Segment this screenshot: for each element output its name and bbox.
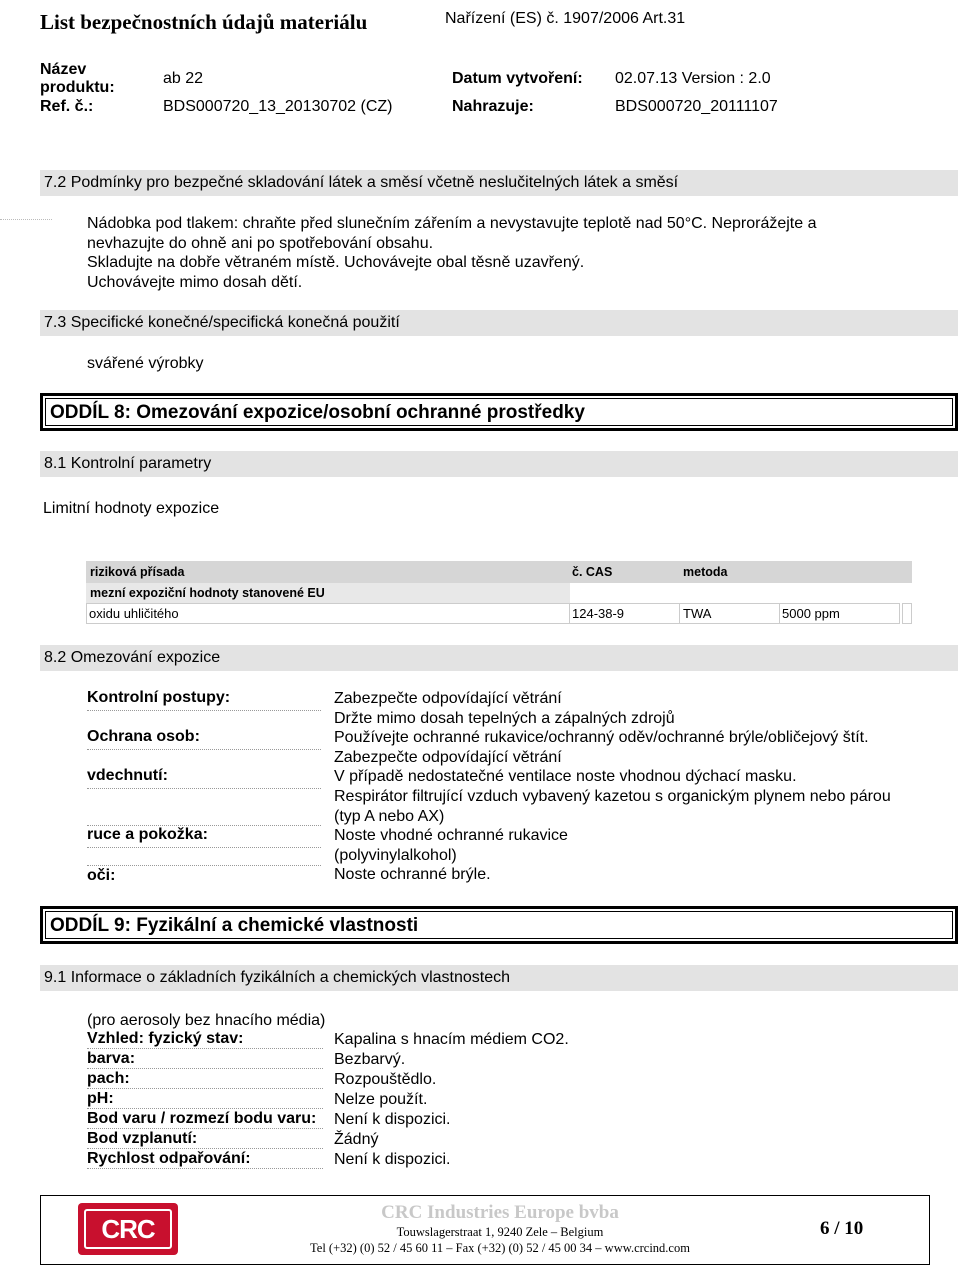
ref-label: Ref. č.: <box>40 98 94 115</box>
controls-label: Kontrolní postupy: <box>87 689 321 711</box>
section-7-3-text: svářené výrobky <box>87 355 204 372</box>
col-component: riziková přísada <box>90 565 185 579</box>
section-8-2-heading: 8.2 Omezování expozice <box>40 645 958 671</box>
product-label <box>40 61 115 97</box>
exposure-value: V případě nedostatečné ventilace noste vhodnou dýchací masku. <box>334 768 797 786</box>
skin-label: ruce a pokožka: <box>87 826 321 848</box>
col-cas: č. CAS <box>572 565 613 579</box>
property-value: Není k dispozici. <box>334 1111 451 1128</box>
properties-list <box>87 1030 957 1170</box>
aerosol-note: (pro aerosoly bez hnacího média) <box>87 1012 326 1029</box>
section-7-2-text <box>87 214 947 292</box>
exposure-value: Používejte ochranné rukavice/ochranný oděv/ochranné brýle/obličejový štít. <box>334 729 869 747</box>
created-label: Datum vytvoření: <box>452 70 583 87</box>
property-label: barva: <box>87 1050 323 1069</box>
section-7-2-line: Skladujte na dobře větraném místě. Uchovávejte obal těsně uzavřený. <box>87 254 585 271</box>
regulation-reference: Nařízení (ES) č. 1907/2006 Art.31 <box>445 10 686 27</box>
ref-value: BDS000720_13_20130702 (CZ) <box>163 98 393 115</box>
section-7-2-line: Uchovávejte mimo dosah dětí. <box>87 273 303 291</box>
personal-protection-label: Ochrana osob: <box>87 728 321 750</box>
property-value: Bezbarvý. <box>334 1051 406 1068</box>
exposure-value: Držte mimo dosah tepelných a zápalných zdrojů <box>334 709 675 727</box>
section-8-1-heading: 8.1 Kontrolní parametry <box>40 451 958 477</box>
exposure-value: Noste vhodné ochranné rukavice <box>334 827 568 845</box>
row-cas: 124-38-9 <box>572 606 625 621</box>
property-label: Rychlost odpařování: <box>87 1150 323 1169</box>
dotted-marker <box>0 219 52 220</box>
dotted-spacer <box>87 806 321 826</box>
company-address: Touwslagerstraat 1, 9240 Zele – Belgium <box>396 1225 604 1239</box>
created-value: 02.07.13 Version : 2.0 <box>615 70 771 87</box>
property-label: pach: <box>87 1070 323 1089</box>
table-row <box>86 603 900 624</box>
document-title: List bezpečnostních údajů materiálu <box>40 10 368 34</box>
exposure-value: Noste ochranné brýle. <box>334 866 491 884</box>
property-row <box>87 1150 957 1170</box>
exposure-value: Zabezpečte odpovídající větrání <box>334 690 562 707</box>
property-label: Vzhled: fyzický stav: <box>87 1030 323 1049</box>
company-name: CRC Industries Europe bvba <box>381 1202 619 1223</box>
section-7-2-line: nevhazujte do ohně ani po spotřebování obsahu. <box>87 234 434 252</box>
exposure-value: (typ A nebo AX) <box>334 807 445 825</box>
exposure-value: Zabezpečte odpovídající větrání <box>334 748 562 766</box>
limits-subheader: mezní expoziční hodnoty stanovené EU <box>90 586 325 600</box>
property-row <box>87 1090 957 1110</box>
eyes-label: oči: <box>87 867 116 884</box>
section-7-3-heading: 7.3 Specifické konečné/specifická konečná použití <box>40 310 958 336</box>
property-value: Rozpouštědlo. <box>334 1071 437 1088</box>
company-info <box>290 1202 710 1256</box>
page-number: 6 / 10 <box>820 1218 864 1239</box>
row-value: 5000 ppm <box>782 606 840 621</box>
replaces-label: Nahrazuje: <box>452 98 534 115</box>
product-label-line2: produktu: <box>40 79 115 96</box>
exposure-values <box>334 689 954 885</box>
exposure-value: Respirátor filtrující vzduch vybavený kazetou s organickým plynem nebo párou <box>334 787 891 805</box>
crc-logo-text: CRC <box>84 1209 172 1249</box>
exposure-value: (polyvinylalkohol) <box>334 846 457 864</box>
property-row <box>87 1110 957 1130</box>
property-value: Kapalina s hnacím médiem CO2. <box>334 1031 569 1048</box>
replaces-value: BDS000720_20111107 <box>615 98 778 115</box>
property-value: Nelze použít. <box>334 1091 428 1108</box>
company-contact: Tel (+32) (0) 52 / 45 60 11 – Fax (+32) (0) 52 / 45 00 34 – www.crcind.com <box>310 1241 690 1255</box>
limits-table-header <box>86 561 912 583</box>
table-row-end-cell <box>902 603 912 624</box>
section-9-title: ODDÍL 9: Fyzikální a chemické vlastnosti <box>45 911 953 939</box>
section-7-2-line: Nádobka pod tlakem: chraňte před slunečním zářením a nevystavujte teplotě nad 50°C. Neprorážejte a <box>87 215 817 232</box>
limits-title: Limitní hodnoty expozice <box>43 500 220 517</box>
row-method: TWA <box>683 606 712 621</box>
property-row <box>87 1030 957 1050</box>
property-value: Není k dispozici. <box>334 1151 451 1168</box>
dotted-spacer <box>87 846 321 866</box>
product-value: ab 22 <box>163 70 204 87</box>
property-label: pH: <box>87 1090 323 1109</box>
property-row <box>87 1130 957 1150</box>
section-9-title-box <box>40 906 958 944</box>
property-row <box>87 1050 957 1070</box>
inhalation-label: vdechnutí: <box>87 767 321 789</box>
col-method: metoda <box>683 565 728 579</box>
crc-logo <box>78 1203 178 1255</box>
property-label: Bod varu / rozmezí bodu varu: <box>87 1110 323 1129</box>
section-7-2-heading: 7.2 Podmínky pro bezpečné skladování látek a směsí včetně neslučitelných látek a směsí <box>40 170 958 196</box>
section-9-1-heading: 9.1 Informace o základních fyzikálních a chemických vlastnostech <box>40 965 958 991</box>
section-8-title: ODDÍL 8: Omezování expozice/osobní ochranné prostředky <box>45 398 953 426</box>
product-label-line1: Název <box>40 61 87 78</box>
section-8-title-box <box>40 393 958 431</box>
property-row <box>87 1070 957 1090</box>
property-value: Žádný <box>334 1131 379 1148</box>
row-component: oxidu uhličitého <box>89 606 179 621</box>
property-label: Bod vzplanutí: <box>87 1130 323 1149</box>
